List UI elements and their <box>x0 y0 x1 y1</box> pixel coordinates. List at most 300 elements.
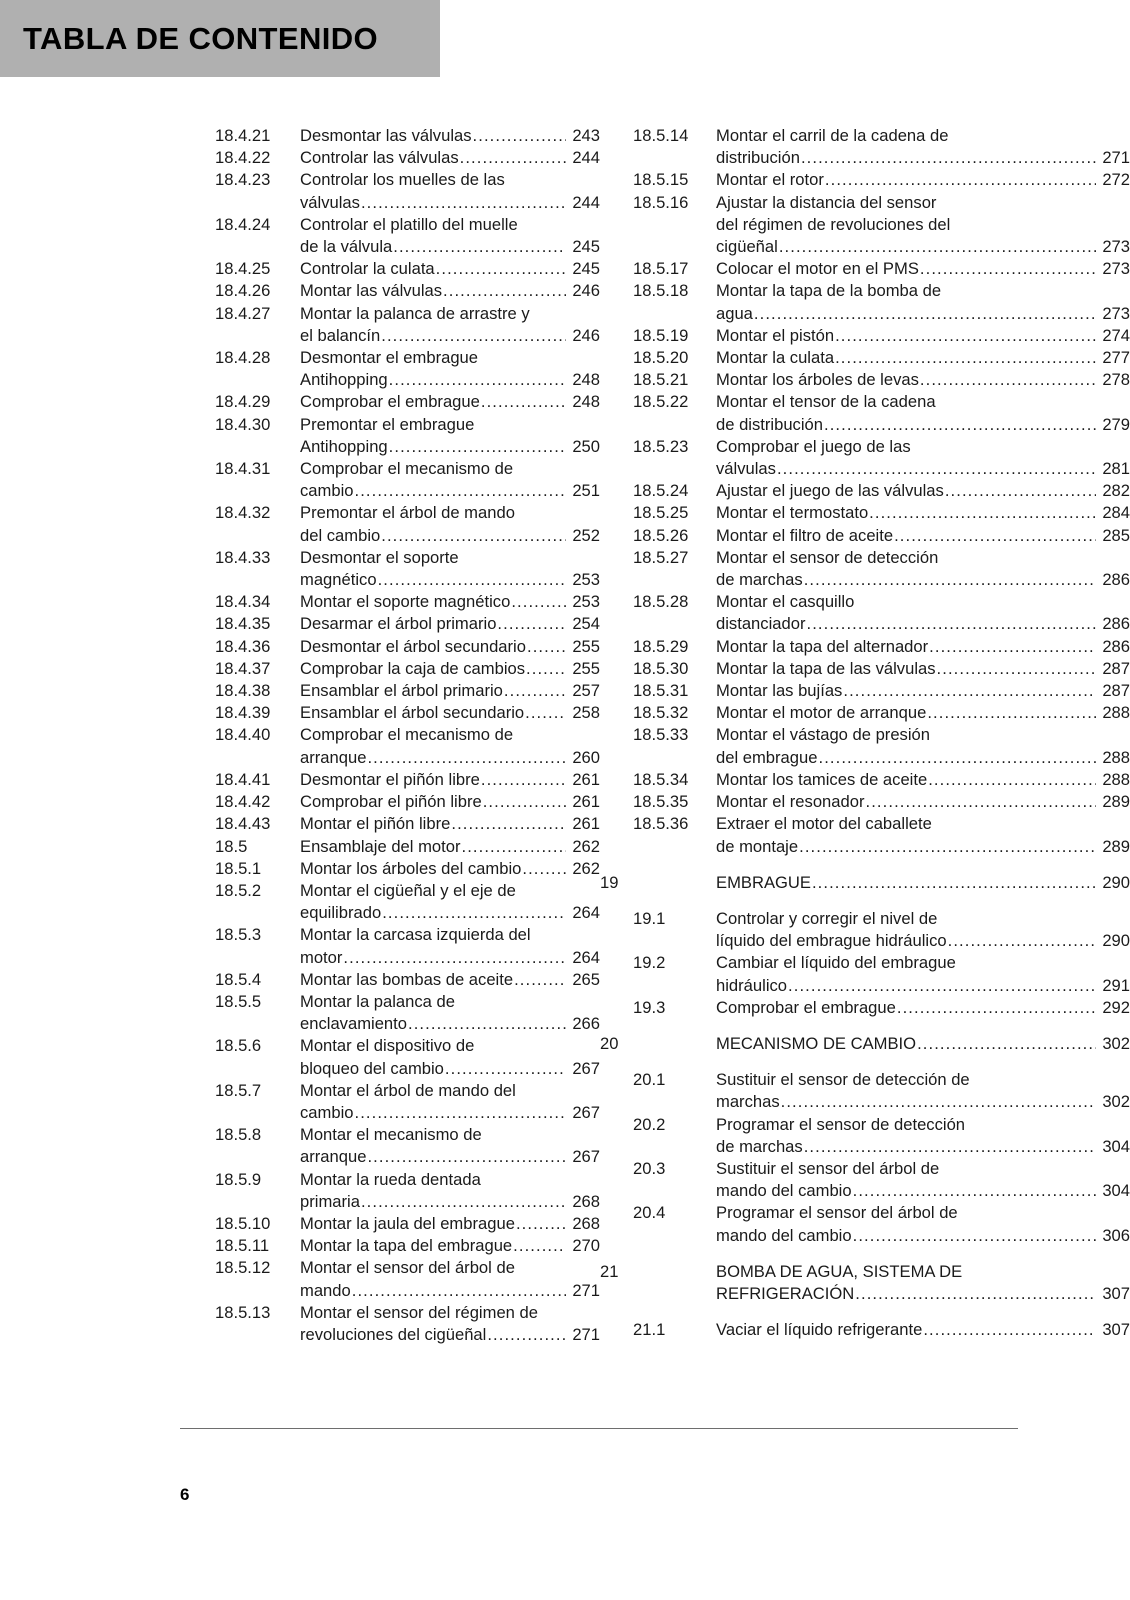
toc-entry-title: mando del cambio <box>716 1181 852 1201</box>
toc-entry-title: Desmontar el piñón libre <box>300 769 480 789</box>
toc-entry-body <box>300 769 600 791</box>
toc-entry-title: Montar el casquillo <box>716 592 855 612</box>
toc-entry[interactable] <box>633 908 1130 952</box>
toc-entry-page-number: 262 <box>572 858 600 878</box>
toc-entry-title-line-final <box>716 680 1130 702</box>
toc-entry[interactable] <box>215 1124 600 1168</box>
toc-entry-title-line <box>716 547 1130 569</box>
dot-leader <box>381 525 566 547</box>
toc-entry-number: 18.5.15 <box>633 170 689 190</box>
toc-entry-number: 18.5.36 <box>633 814 689 834</box>
toc-entry-body <box>300 147 600 169</box>
toc-entry[interactable] <box>215 680 600 702</box>
toc-entry-title: Controlar la culata <box>300 259 435 279</box>
toc-entry-title: Montar el sensor del régimen de <box>300 1302 538 1322</box>
toc-entry-number: 18.5.27 <box>633 547 689 567</box>
toc-entry-body <box>300 1124 600 1168</box>
toc-entry[interactable] <box>215 991 600 1035</box>
toc-entry-title: Montar el soporte magnético <box>300 592 511 612</box>
dot-leader <box>511 591 566 613</box>
toc-entry-title: Comprobar el juego de las <box>716 436 911 456</box>
toc-entry-page-number: 264 <box>572 947 600 967</box>
toc-entry-page-number: 254 <box>572 614 600 634</box>
toc-entry-page-number: 244 <box>572 192 600 212</box>
dot-leader <box>804 1136 1096 1158</box>
toc-entry-number: 18.4.36 <box>215 636 271 656</box>
dot-leader <box>451 813 566 835</box>
toc-entry-body <box>300 924 600 968</box>
dot-leader <box>389 369 566 391</box>
toc-entry-title: Comprobar la caja de cambios <box>300 658 526 678</box>
dot-leader <box>799 836 1096 858</box>
dot-leader <box>788 975 1096 997</box>
toc-entry[interactable] <box>633 591 1130 635</box>
toc-entry-body <box>300 858 600 880</box>
toc-entry-page-number: 286 <box>1102 570 1130 590</box>
toc-entry-body <box>716 1261 1130 1305</box>
toc-entry[interactable] <box>633 547 1130 591</box>
toc-entry-title-line-final <box>716 569 1130 591</box>
toc-entry-number: 18.5.30 <box>633 658 689 678</box>
toc-entry-title: Montar el resonador <box>716 792 865 812</box>
toc-entry[interactable] <box>633 525 1130 547</box>
toc-entry-title: Desmontar el árbol secundario <box>300 636 526 656</box>
toc-entry-body <box>716 1319 1130 1341</box>
toc-entry[interactable] <box>215 258 600 280</box>
toc-entry-body <box>716 125 1130 169</box>
toc-entry[interactable] <box>633 658 1130 680</box>
toc-entry-page-number: 302 <box>1102 1092 1130 1112</box>
toc-entry[interactable] <box>215 502 600 546</box>
toc-column-right <box>600 125 1130 1341</box>
toc-entry-title: Premontar el embrague <box>300 414 475 434</box>
toc-entry-title: Montar el dispositivo de <box>300 1036 475 1056</box>
toc-entry-page-number: 278 <box>1102 370 1130 390</box>
toc-entry-page-number: 264 <box>572 903 600 923</box>
toc-entry[interactable] <box>215 591 600 613</box>
toc-entry-page-number: 291 <box>1102 975 1130 995</box>
toc-entry-body <box>300 258 600 280</box>
toc-entry-page-number: 267 <box>572 1102 600 1122</box>
toc-entry-title-line <box>300 458 600 480</box>
toc-entry-title-line-final <box>300 947 600 969</box>
toc-entry-body <box>300 1257 600 1301</box>
toc-entry[interactable] <box>600 1261 1130 1305</box>
toc-entry-body <box>300 836 600 858</box>
toc-entry-body <box>716 724 1130 768</box>
toc-entry[interactable] <box>215 813 600 835</box>
toc-entry-number: 18.4.43 <box>215 814 271 834</box>
toc-entry[interactable] <box>633 724 1130 768</box>
footer-page-number: 6 <box>180 1485 190 1504</box>
toc-entry-title: Comprobar el mecanismo de <box>300 459 514 479</box>
toc-entry[interactable] <box>633 192 1130 259</box>
toc-entry[interactable] <box>215 125 600 147</box>
toc-entry-page-number: 285 <box>1102 525 1130 545</box>
toc-entry-number: 18.5.16 <box>633 192 689 212</box>
toc-entry-body <box>300 125 600 147</box>
toc-entry-body <box>716 1033 1130 1055</box>
dot-leader <box>483 791 566 813</box>
toc-entry-title-line-final <box>300 1235 600 1257</box>
toc-entry-title: magnético <box>300 570 377 590</box>
toc-entry-title-line-final <box>716 930 1130 952</box>
toc-entry-title: EMBRAGUE <box>716 872 811 892</box>
toc-entry[interactable] <box>633 636 1130 658</box>
toc-entry-number: 18.5.29 <box>633 636 689 656</box>
toc-entry-number: 18.5.14 <box>633 126 689 145</box>
toc-entry[interactable] <box>215 702 600 724</box>
toc-entry-title: del régimen de revoluciones del <box>716 214 951 234</box>
toc-entry[interactable] <box>215 214 600 258</box>
toc-entry-title-line-final <box>300 147 600 169</box>
toc-entry[interactable] <box>633 502 1130 524</box>
toc-entry-number: 18.4.39 <box>215 703 271 723</box>
toc-entry-page-number: 246 <box>572 281 600 301</box>
toc-entry-title-line-final <box>716 458 1130 480</box>
toc-entry-title-line-final <box>716 414 1130 436</box>
toc-entry[interactable] <box>633 325 1130 347</box>
toc-entry-number: 18.5.11 <box>215 1236 270 1256</box>
toc-entry[interactable] <box>633 997 1130 1019</box>
toc-entry[interactable] <box>633 1202 1130 1246</box>
toc-entry-page-number: 268 <box>572 1213 600 1233</box>
toc-entry[interactable] <box>633 952 1130 996</box>
toc-entry-title: del cambio <box>300 525 381 545</box>
toc-entry-title: válvulas <box>300 192 360 212</box>
toc-entry[interactable] <box>215 347 600 391</box>
dot-leader <box>473 125 566 147</box>
toc-entry-body <box>300 1035 600 1079</box>
toc-entry-title: Montar el sensor de detección <box>716 547 939 567</box>
toc-entry-title-line <box>716 214 1130 236</box>
dot-leader <box>343 947 566 969</box>
toc-entry-title-line-final <box>716 369 1130 391</box>
toc-entry-title: Sustituir el sensor de detección de <box>716 1070 970 1090</box>
page-title: TABLA DE CONTENIDO <box>23 20 379 56</box>
toc-column-left <box>0 125 600 1346</box>
toc-entry-title-line <box>716 1114 1130 1136</box>
toc-entry[interactable] <box>633 1069 1130 1113</box>
toc-entry-body <box>716 872 1130 894</box>
toc-entry-body <box>300 613 600 635</box>
toc-entry-body <box>716 1158 1130 1202</box>
toc-entry-body <box>300 414 600 458</box>
toc-entry[interactable] <box>215 724 600 768</box>
toc-entry-page-number: 260 <box>572 747 600 767</box>
toc-entry-number: 18.5.24 <box>633 481 689 501</box>
toc-entry[interactable] <box>633 125 1130 169</box>
toc-entry-body <box>716 791 1130 813</box>
toc-entry-number: 18.5.19 <box>633 325 689 345</box>
toc-entry-title-line <box>300 303 600 325</box>
toc-entry[interactable] <box>633 347 1130 369</box>
toc-entry-title: Antihopping <box>300 370 388 390</box>
dot-leader <box>378 569 566 591</box>
toc-entry-number: 18.4.34 <box>215 592 271 612</box>
toc-entry-title: Ensamblar el árbol primario <box>300 681 503 701</box>
toc-entry[interactable] <box>215 1235 600 1257</box>
toc-entry[interactable] <box>215 880 600 924</box>
toc-entry[interactable] <box>215 658 600 680</box>
toc-entry-page-number: 304 <box>1102 1181 1130 1201</box>
toc-entry[interactable] <box>633 258 1130 280</box>
dot-leader <box>381 325 566 347</box>
toc-entry-title: marchas <box>716 1092 780 1112</box>
toc-entry-number: 18.4.21 <box>215 126 271 145</box>
toc-entry-body <box>716 997 1130 1019</box>
toc-entry-page-number: 288 <box>1102 703 1130 723</box>
dot-leader <box>894 525 1096 547</box>
toc-entry-title: hidráulico <box>716 975 788 995</box>
toc-entry-title-line <box>300 1124 600 1146</box>
toc-entry-title-line <box>716 813 1130 835</box>
page-header-banner <box>0 0 440 77</box>
toc-entry-title: Montar la culata <box>716 348 835 368</box>
toc-entry-body <box>716 347 1130 369</box>
toc-entry-body <box>300 303 600 347</box>
dot-leader <box>824 414 1096 436</box>
toc-entry[interactable] <box>215 1213 600 1235</box>
toc-entry-body <box>716 480 1130 502</box>
toc-entry[interactable] <box>633 436 1130 480</box>
toc-entry[interactable] <box>215 836 600 858</box>
dot-leader <box>920 369 1096 391</box>
toc-entry-title-line <box>300 347 600 369</box>
toc-entry-title: Ajustar el juego de las válvulas <box>716 481 944 501</box>
toc-entry-number: 19.2 <box>633 953 666 973</box>
toc-entry[interactable] <box>215 769 600 791</box>
toc-entry-title-line-final <box>716 658 1130 680</box>
toc-entry-body <box>300 502 600 546</box>
toc-entry[interactable] <box>633 702 1130 724</box>
toc-entry[interactable] <box>600 872 1130 894</box>
toc-entry-title-line-final <box>716 236 1130 258</box>
toc-entry-title-line-final <box>716 1283 1130 1305</box>
toc-entry[interactable] <box>215 169 600 213</box>
toc-entry-page-number: 257 <box>572 681 600 701</box>
toc-entry-title-line-final <box>300 858 600 880</box>
toc-entry[interactable] <box>633 1158 1130 1202</box>
toc-entry-body <box>716 325 1130 347</box>
toc-entry-title: de distribución <box>716 414 824 434</box>
dot-leader <box>361 192 566 214</box>
dot-leader <box>853 1225 1096 1247</box>
toc-entry-title-line <box>300 1080 600 1102</box>
toc-entry-page-number: 307 <box>1102 1283 1130 1303</box>
toc-entry-title: cambio <box>300 1102 354 1122</box>
toc-entry-title: Montar el árbol de mando del <box>300 1080 516 1100</box>
toc-entry[interactable] <box>215 1080 600 1124</box>
dot-leader <box>897 997 1096 1019</box>
toc-entry[interactable] <box>633 680 1130 702</box>
toc-entry-body <box>300 1169 600 1213</box>
toc-entry[interactable] <box>215 858 600 880</box>
toc-entry-title: enclavamiento <box>300 1014 408 1034</box>
toc-entry-page-number: 266 <box>572 1014 600 1034</box>
toc-entry-title-line-final <box>300 525 600 547</box>
toc-entry-body <box>716 369 1130 391</box>
dot-leader <box>812 872 1096 894</box>
toc-entry-title: Montar la palanca de arrastre y <box>300 303 530 323</box>
toc-entry[interactable] <box>215 414 600 458</box>
toc-entry-title-line-final <box>300 436 600 458</box>
dot-leader <box>487 1324 566 1346</box>
toc-entry[interactable] <box>215 303 600 347</box>
toc-entry-body <box>300 347 600 391</box>
dot-leader <box>855 1283 1096 1305</box>
footer-divider <box>180 1428 1018 1429</box>
toc-entry-title-line-final <box>716 502 1130 524</box>
toc-entry-title: Sustituir el sensor del árbol de <box>716 1158 940 1178</box>
dot-leader <box>516 1213 566 1235</box>
dot-leader <box>923 1319 1096 1341</box>
toc-entry-title-line-final <box>300 391 600 413</box>
toc-entry-title-line-final <box>716 1033 1130 1055</box>
toc-entry-number: 19.3 <box>633 997 666 1017</box>
toc-entry-title-line-final <box>716 872 1130 894</box>
toc-entry[interactable] <box>633 391 1130 435</box>
toc-entry-page-number: 274 <box>1102 325 1130 345</box>
toc-entry-body <box>300 680 600 702</box>
toc-entry-title: Controlar y corregir el nivel de <box>716 908 938 928</box>
toc-entry[interactable] <box>633 1319 1130 1341</box>
toc-entry-title: cambio <box>300 481 354 501</box>
toc-entry-title: Desmontar las válvulas <box>300 126 472 145</box>
toc-entry-body <box>716 813 1130 857</box>
toc-entry[interactable] <box>215 636 600 658</box>
toc-entry-title: de marchas <box>716 570 803 590</box>
toc-entry-title-line-final <box>300 1213 600 1235</box>
toc-entry[interactable] <box>215 613 600 635</box>
toc-entry-page-number: 286 <box>1102 636 1130 656</box>
toc-entry-title-line <box>300 502 600 524</box>
toc-entry[interactable] <box>215 147 600 169</box>
toc-entry[interactable] <box>215 791 600 813</box>
toc-entry[interactable] <box>215 1169 600 1213</box>
toc-entry-title-line <box>716 1069 1130 1091</box>
toc-entry-title: de montaje <box>716 836 799 856</box>
toc-entry-title: motor <box>300 947 343 967</box>
toc-entry-body <box>716 192 1130 259</box>
toc-entry[interactable] <box>215 969 600 991</box>
toc-entry[interactable] <box>215 1257 600 1301</box>
toc-entry-body <box>300 280 600 302</box>
toc-entry[interactable] <box>633 791 1130 813</box>
toc-entry-body <box>300 458 600 502</box>
toc-entry[interactable] <box>633 280 1130 324</box>
toc-entry-number: 18.5.4 <box>215 969 262 989</box>
toc-entry-number: 18.5.34 <box>633 769 689 789</box>
toc-entry-number: 18.4.29 <box>215 392 271 412</box>
toc-entry[interactable] <box>215 547 600 591</box>
toc-entry-title-line-final <box>716 975 1130 997</box>
toc-entry[interactable] <box>215 1302 600 1346</box>
toc-entry-number: 18.5.3 <box>215 925 262 945</box>
toc-entry-title-line-final <box>716 997 1130 1019</box>
toc-entry-title-line-final <box>300 702 600 724</box>
toc-entry[interactable] <box>215 924 600 968</box>
toc-entry[interactable] <box>633 169 1130 191</box>
toc-entry-page-number: 287 <box>1102 658 1130 678</box>
dot-leader <box>937 658 1096 680</box>
toc-entry-page-number: 258 <box>572 703 600 723</box>
toc-entry-number: 18.4.31 <box>215 459 271 479</box>
toc-entry-title-line <box>300 1302 600 1324</box>
toc-entry[interactable] <box>600 1033 1130 1055</box>
toc-entry-title-line <box>300 1035 600 1057</box>
toc-entry[interactable] <box>215 391 600 413</box>
toc-entry-title: Ensamblaje del motor <box>300 836 461 856</box>
toc-entry[interactable] <box>215 280 600 302</box>
toc-entry-title-line <box>300 1169 600 1191</box>
toc-entry-number: 20.3 <box>633 1158 666 1178</box>
toc-entry-page-number: 273 <box>1102 237 1130 257</box>
toc-entry-title-line-final <box>716 1319 1130 1341</box>
toc-entry-title: Montar el vástago de presión <box>716 725 931 745</box>
toc-entry-body <box>300 214 600 258</box>
toc-entry-body <box>716 1069 1130 1113</box>
toc-entry-title-line-final <box>300 1324 600 1346</box>
toc-entry-page-number: 265 <box>572 969 600 989</box>
toc-entry-title: arranque <box>300 1147 367 1167</box>
toc-entry[interactable] <box>633 1114 1130 1158</box>
toc-entry-title: Montar las bombas de aceite <box>300 969 514 989</box>
toc-entry-title-line <box>300 414 600 436</box>
dot-leader <box>361 1191 566 1213</box>
toc-entry-body <box>716 702 1130 724</box>
toc-entry-page-number: 306 <box>1102 1225 1130 1245</box>
toc-entry-title: Programar el sensor del árbol de <box>716 1203 958 1223</box>
toc-entry-title: Montar los árboles del cambio <box>300 858 522 878</box>
toc-entry-body <box>716 908 1130 952</box>
toc-entry-title: Montar la tapa del alternador <box>716 636 929 656</box>
toc-entry-title: Desmontar el soporte <box>300 547 459 567</box>
toc-entry[interactable] <box>633 769 1130 791</box>
toc-entry-title: Antihopping <box>300 436 388 456</box>
toc-entry-title: Montar el rotor <box>716 170 824 190</box>
toc-entry-title-line <box>716 1261 1130 1283</box>
toc-entry-body <box>300 636 600 658</box>
toc-entry-page-number: 270 <box>572 1236 600 1256</box>
toc-entry[interactable] <box>633 813 1130 857</box>
toc-entry-page-number: 253 <box>572 570 600 590</box>
toc-entry-number: 18.5.21 <box>633 370 689 390</box>
toc-entry[interactable] <box>633 369 1130 391</box>
toc-entry-page-number: 273 <box>1102 259 1130 279</box>
toc-entry-page-number: 289 <box>1102 792 1130 812</box>
toc-entry-title-line-final <box>300 813 600 835</box>
dot-leader <box>389 436 566 458</box>
toc-entry[interactable] <box>215 1035 600 1079</box>
toc-entry-number: 18.4.28 <box>215 348 271 368</box>
toc-entry-number: 18.5.5 <box>215 991 262 1011</box>
toc-entry[interactable] <box>633 480 1130 502</box>
toc-entry-title: de la válvula <box>300 237 393 257</box>
toc-entry-title-line <box>716 125 1130 147</box>
toc-entry-body <box>716 769 1130 791</box>
toc-entry-page-number: 248 <box>572 392 600 412</box>
toc-entry-number: 20.2 <box>633 1114 666 1134</box>
toc-entry-title: equilibrado <box>300 903 382 923</box>
toc-entry-page-number: 279 <box>1102 414 1130 434</box>
toc-entry-title: Montar las bujías <box>716 681 843 701</box>
toc-entry-number: 18.5.31 <box>633 681 689 701</box>
toc-entry-title-line-final <box>716 1136 1130 1158</box>
toc-entry[interactable] <box>215 458 600 502</box>
toc-entry-title: de marchas <box>716 1136 803 1156</box>
toc-entry-page-number: 261 <box>572 814 600 834</box>
